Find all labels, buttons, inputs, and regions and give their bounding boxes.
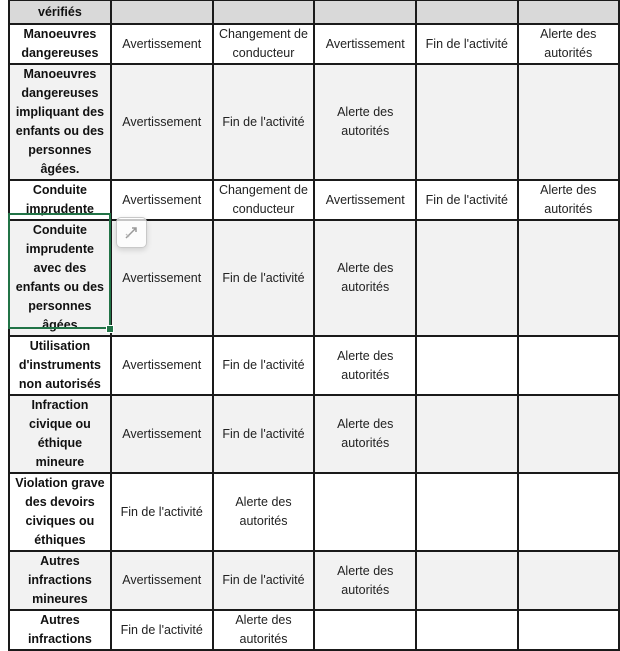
sanction-cell[interactable]: Avertissement (111, 336, 213, 395)
row-header-cell[interactable]: Conduite imprudente (9, 180, 111, 220)
sanction-cell[interactable] (416, 336, 517, 395)
sanction-cell[interactable]: Fin de l'activité (213, 64, 315, 180)
sanction-cell[interactable]: Changement de conducteur (213, 24, 315, 64)
row-header-cell[interactable]: Autres infractions (9, 610, 111, 650)
sanction-cell[interactable]: Fin de l'activité (111, 473, 213, 551)
table-row (9, 610, 619, 650)
spreadsheet-grid (8, 0, 620, 651)
sanction-cell[interactable]: Alerte des autorités (518, 180, 619, 220)
row-header-cell[interactable]: Manoeuvres dangereuses impliquant des enfants ou des personnes âgées. (9, 64, 111, 180)
sanction-cell[interactable] (518, 551, 619, 610)
sanction-cell[interactable] (518, 395, 619, 473)
sanction-cell[interactable] (518, 64, 619, 180)
sanction-cell[interactable] (314, 473, 416, 551)
sanction-cell[interactable] (314, 610, 416, 650)
sanction-cell[interactable]: Alerte des autorités (314, 336, 416, 395)
sanction-cell[interactable] (416, 220, 517, 336)
sanction-cell[interactable] (416, 473, 517, 551)
quick-analysis-button[interactable] (116, 217, 147, 248)
sanction-cell[interactable] (518, 610, 619, 650)
row-header-cell[interactable]: Utilisation d'instruments non autorisés (9, 336, 111, 395)
row-header-cell[interactable]: Infraction civique ou éthique mineure (9, 395, 111, 473)
sanction-cell[interactable]: Avertissement (111, 551, 213, 610)
table-row (9, 473, 619, 551)
table-row (9, 24, 619, 64)
sanction-cell[interactable] (111, 0, 213, 24)
sanction-cell[interactable] (518, 473, 619, 551)
sanction-cell[interactable]: Avertissement (111, 220, 213, 336)
sanction-cell[interactable]: Alerte des autorités (213, 610, 315, 650)
sanction-cell[interactable] (518, 220, 619, 336)
sanction-cell[interactable] (213, 0, 315, 24)
table-row (9, 551, 619, 610)
sanction-cell[interactable] (518, 0, 619, 24)
row-header-cell[interactable]: Autres infractions mineures (9, 551, 111, 610)
sanction-cell[interactable]: Fin de l'activité (213, 551, 315, 610)
table-row (9, 220, 619, 336)
sanction-cell[interactable]: Avertissement (111, 395, 213, 473)
sanction-cell[interactable]: Alerte des autorités (213, 473, 315, 551)
sanction-cell[interactable]: Fin de l'activité (213, 336, 315, 395)
table-row (9, 395, 619, 473)
sanction-cell[interactable]: Avertissement (111, 180, 213, 220)
sanction-cell[interactable] (416, 551, 517, 610)
sanction-cell[interactable] (518, 336, 619, 395)
quick-analysis-icon (123, 224, 140, 241)
sanction-cell[interactable] (416, 64, 517, 180)
fill-handle[interactable] (106, 325, 114, 333)
sanction-cell[interactable]: Fin de l'activité (213, 395, 315, 473)
table-row (9, 336, 619, 395)
sanction-cell[interactable]: Fin de l'activité (213, 220, 315, 336)
sanction-cell[interactable]: Alerte des autorités (314, 220, 416, 336)
sanction-cell[interactable]: Avertissement (111, 64, 213, 180)
table-row (9, 180, 619, 220)
row-header-cell[interactable]: Manoeuvres dangereuses (9, 24, 111, 64)
sanction-cell[interactable] (416, 0, 517, 24)
sanction-cell[interactable]: Alerte des autorités (314, 64, 416, 180)
sanction-cell[interactable]: Fin de l'activité (111, 610, 213, 650)
sanction-cell[interactable] (416, 395, 517, 473)
table-row (9, 64, 619, 180)
row-header-cell[interactable]: Conduite imprudente avec des enfants ou des personnes âgées (9, 220, 111, 336)
sanction-cell[interactable]: Fin de l'activité (416, 180, 517, 220)
sanction-cell[interactable] (416, 610, 517, 650)
sanction-cell[interactable]: Changement de conducteur (213, 180, 315, 220)
sanction-cell[interactable]: Alerte des autorités (314, 551, 416, 610)
sanction-cell[interactable]: Avertissement (314, 180, 416, 220)
sanction-cell[interactable]: Avertissement (111, 24, 213, 64)
row-header-cell[interactable]: vérifiés (9, 0, 111, 24)
sanction-cell[interactable]: Alerte des autorités (314, 395, 416, 473)
sanction-cell[interactable] (314, 0, 416, 24)
sanction-cell[interactable]: Alerte des autorités (518, 24, 619, 64)
sanction-cell[interactable]: Avertissement (314, 24, 416, 64)
sanction-cell[interactable]: Fin de l'activité (416, 24, 517, 64)
table-row (9, 0, 619, 24)
row-header-cell[interactable]: Violation grave des devoirs civiques ou éthiques (9, 473, 111, 551)
